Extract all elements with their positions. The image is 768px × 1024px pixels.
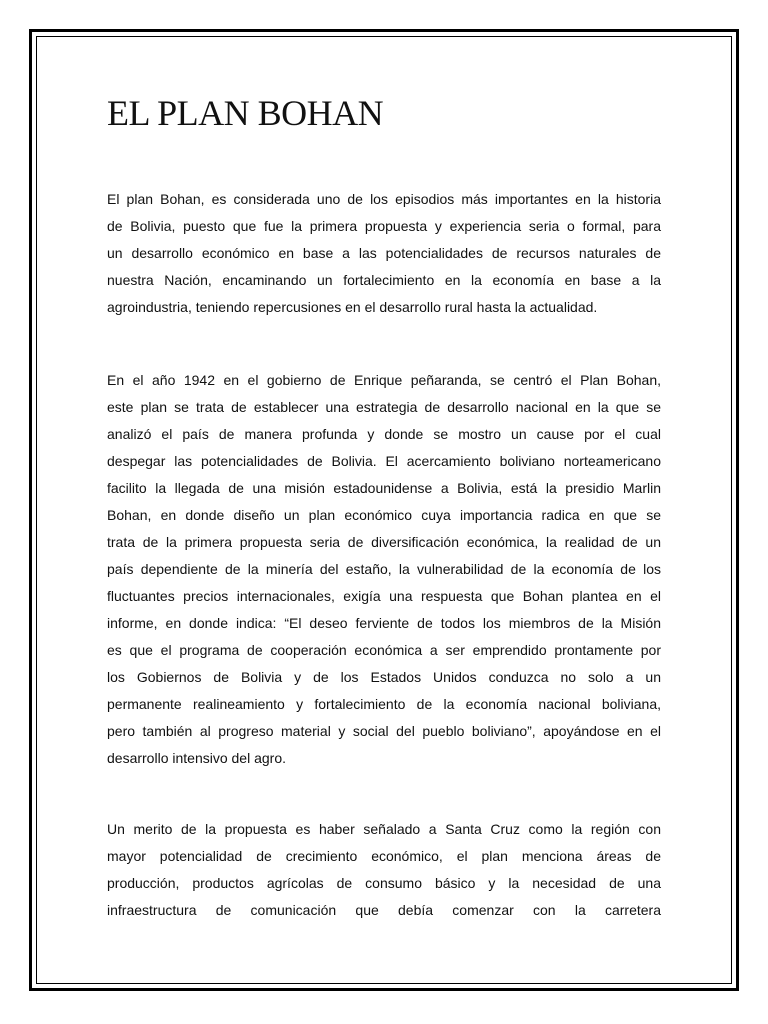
paragraph-1 — [107, 186, 661, 321]
paragraph-line: En el año 1942 en el gobierno de Enrique peñaranda, se centró el Plan Bohan, — [107, 372, 661, 388]
paragraph-line: infraestructura de comunicación que debía comenzar con la carretera — [107, 902, 661, 918]
paragraph-line: analizó el país de manera profunda y donde se mostro un cause por el cual — [107, 426, 661, 442]
document-title: EL PLAN BOHAN — [107, 93, 384, 133]
paragraph-line: los Gobiernos de Bolivia y de los Estados Unidos conduzca no solo a un — [107, 669, 661, 685]
paragraph-line: este plan se trata de establecer una estrategia de desarrollo nacional en la que se — [107, 399, 661, 415]
paragraph-line: Un merito de la propuesta es haber señalado a Santa Cruz como la región con — [107, 821, 661, 837]
paragraph-line: nuestra Nación, encaminando un fortalecimiento en la economía en base a la — [107, 272, 661, 288]
paragraph-line: facilito la llegada de una misión estadounidense a Bolivia, está la presidio Marlin — [107, 480, 661, 496]
paragraph-line: un desarrollo económico en base a las potencialidades de recursos naturales de — [107, 245, 661, 261]
paragraph-2 — [107, 367, 661, 772]
paragraph-line: fluctuantes precios internacionales, exigía una respuesta que Bohan plantea en el — [107, 588, 661, 604]
paragraph-line: desarrollo intensivo del agro. — [107, 750, 286, 766]
paragraph-line: de Bolivia, puesto que fue la primera propuesta y experiencia seria o formal, para — [107, 218, 661, 234]
paragraph-line: Bohan, en donde diseño un plan económico cuya importancia radica en que se — [107, 507, 661, 523]
paragraph-line: país dependiente de la minería del estaño, la vulnerabilidad de la economía de los — [107, 561, 661, 577]
paragraph-line: permanente realineamiento y fortalecimiento de la economía nacional boliviana, — [107, 696, 661, 712]
paragraph-line: despegar las potencialidades de Bolivia. El acercamiento boliviano norteamericano — [107, 453, 661, 469]
paragraph-3 — [107, 816, 661, 924]
paragraph-line: El plan Bohan, es considerada uno de los episodios más importantes en la historia — [107, 191, 661, 207]
paragraph-line: trata de la primera propuesta seria de diversificación económica, la realidad de un — [107, 534, 661, 550]
paragraph-line: producción, productos agrícolas de consumo básico y la necesidad de una — [107, 875, 661, 891]
paragraph-line: es que el programa de cooperación económica a ser emprendido prontamente por — [107, 642, 661, 658]
paragraph-line: pero también al progreso material y social del pueblo boliviano”, apoyándose en el — [107, 723, 661, 739]
paragraph-line: mayor potencialidad de crecimiento económico, el plan menciona áreas de — [107, 848, 661, 864]
paragraph-line: informe, en donde indica: “El deseo ferviente de todos los miembros de la Misión — [107, 615, 661, 631]
paragraph-line: agroindustria, teniendo repercusiones en el desarrollo rural hasta la actualidad. — [107, 299, 598, 315]
